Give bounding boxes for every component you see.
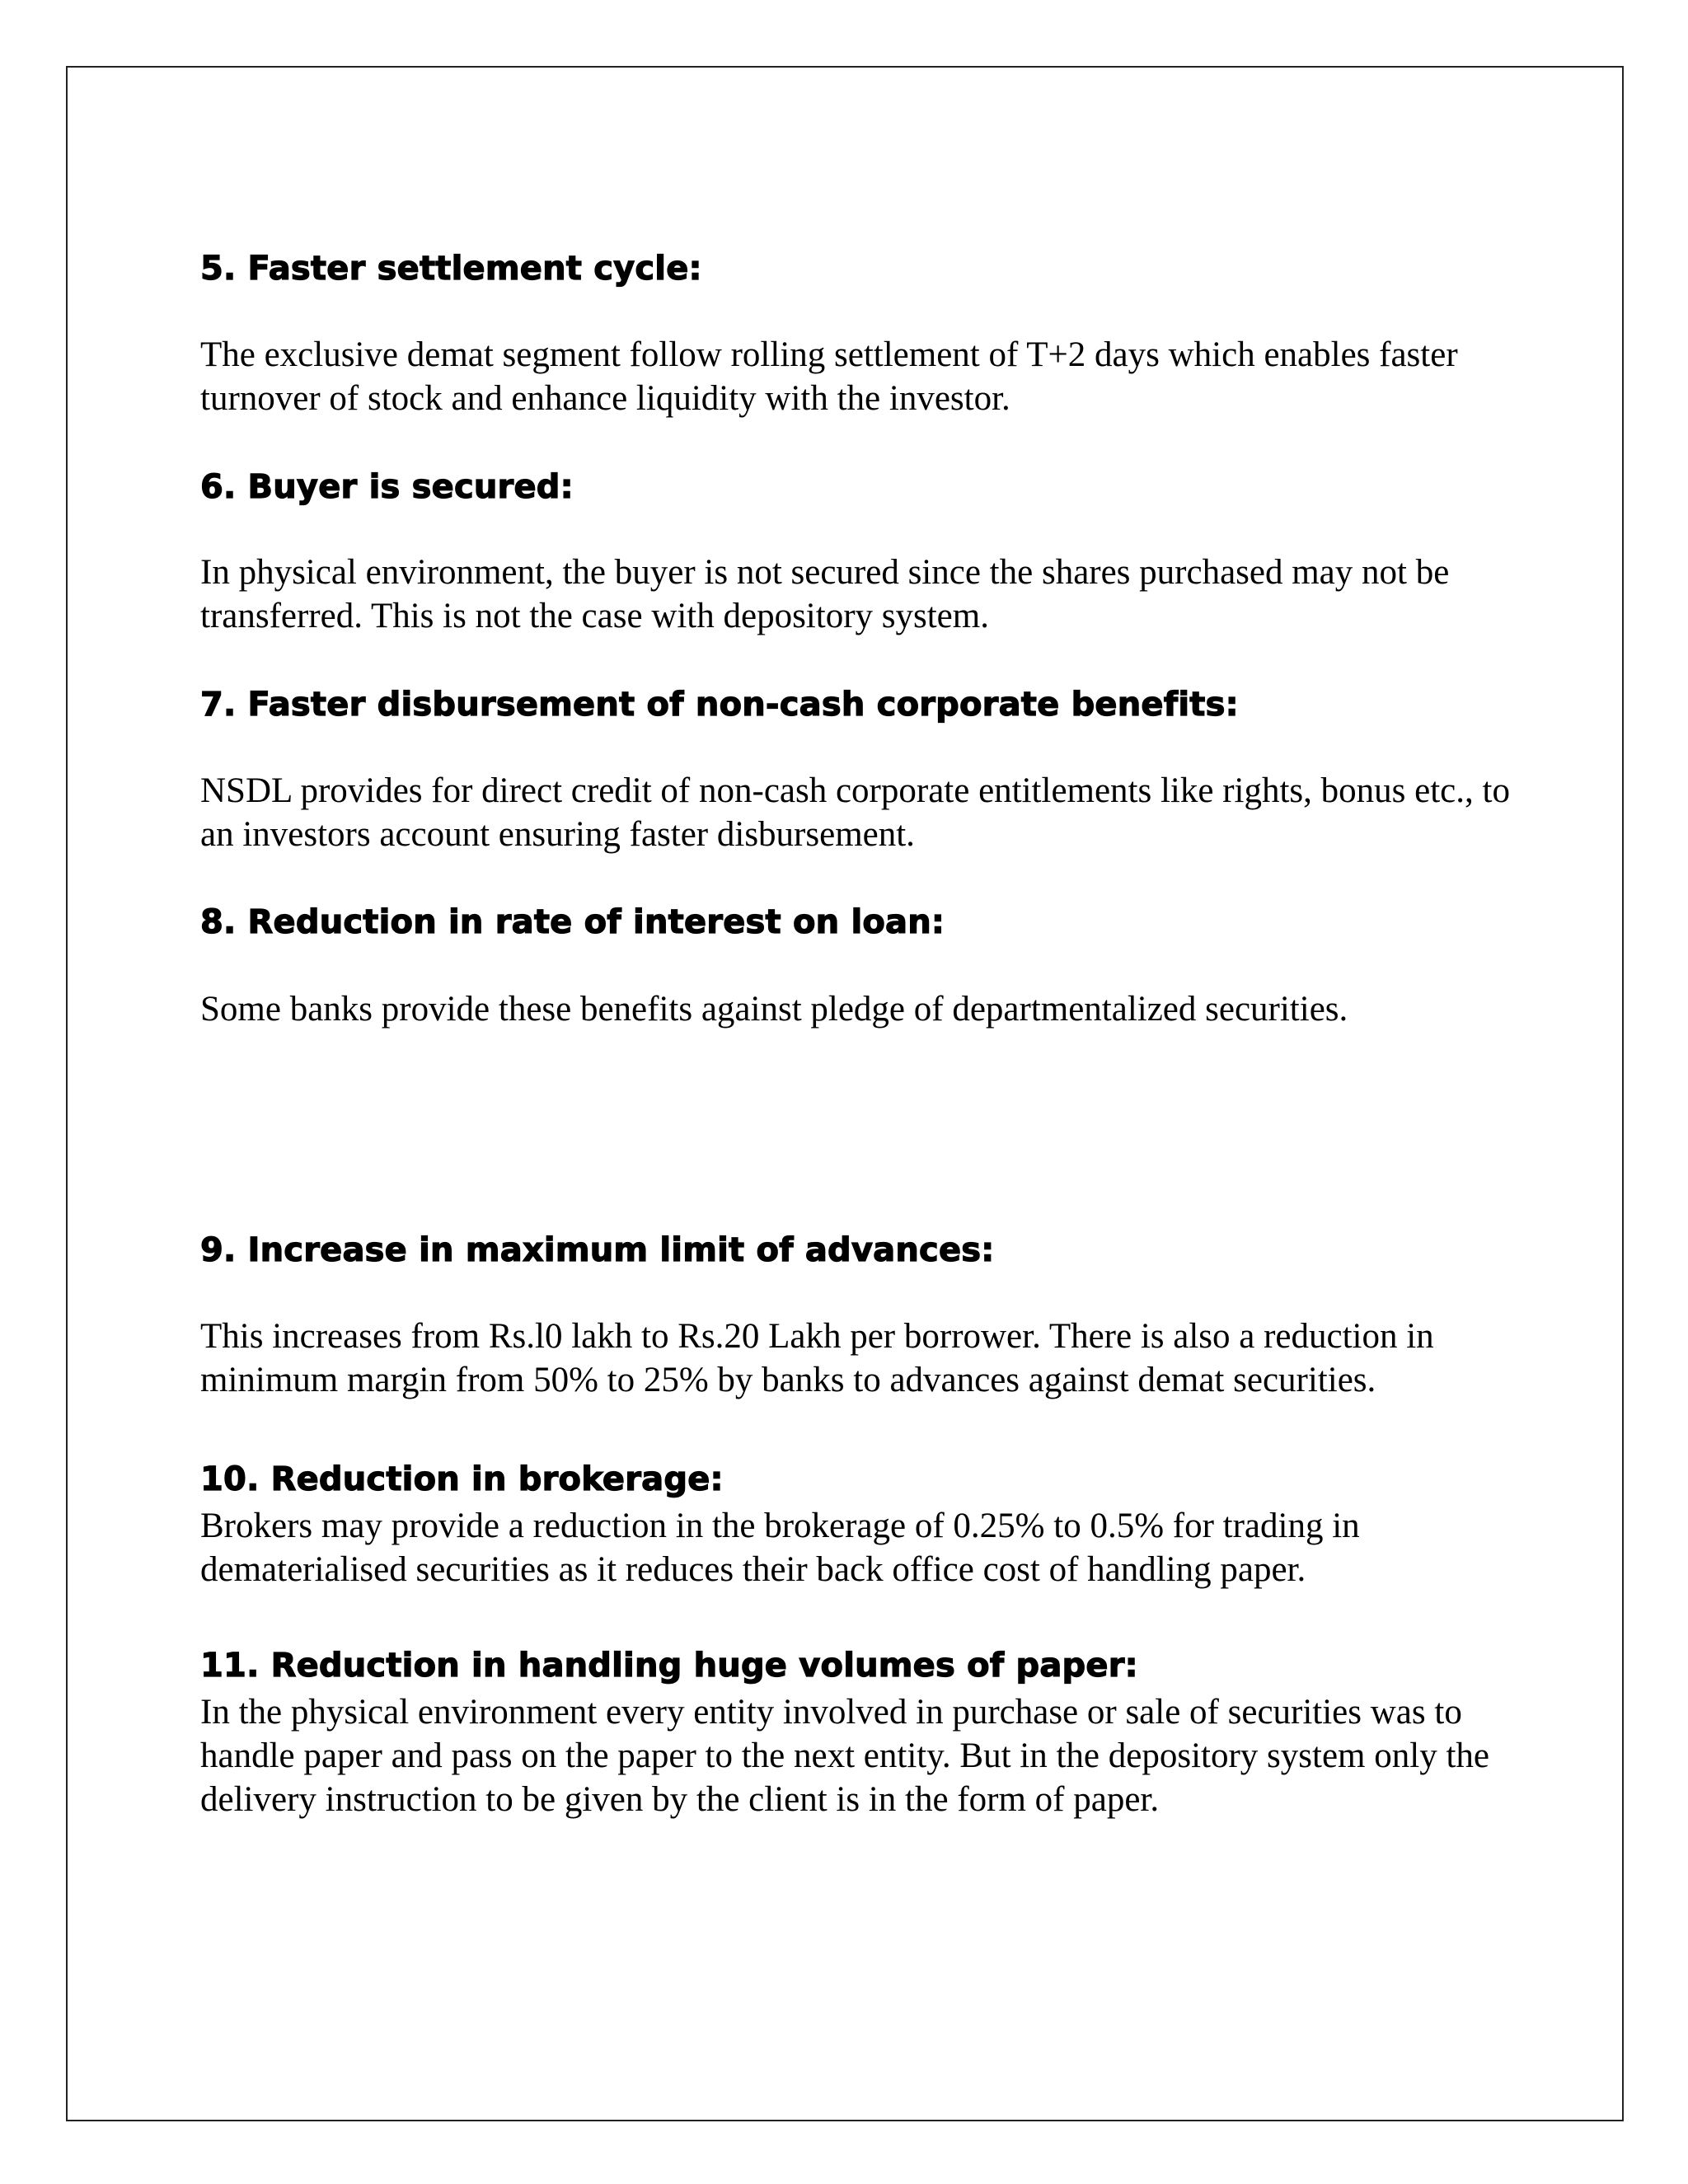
- section-8-body: Some banks provide these benefits against pledge of departmentalized securities.: [200, 990, 1348, 1029]
- section-10-heading: 10. Reduction in brokerage:: [200, 1460, 724, 1498]
- section-11-heading: 11. Reduction in handling huge volumes of paper:: [200, 1647, 1138, 1685]
- section-6-heading: 6. Buyer is secured:: [200, 468, 574, 506]
- section-10-body: Brokers may provide a reduction in the brokerage of 0.25% to 0.5% for trading in dematerialised securities as it reduces their back office cost of handling paper.: [200, 1507, 1360, 1589]
- section-7-heading: 7. Faster disbursement of non-cash corporate benefits:: [200, 686, 1239, 724]
- section-5-heading: 5. Faster settlement cycle:: [200, 250, 702, 288]
- section-9-body: This increases from Rs.l0 lakh to Rs.20 Lakh per borrower. There is also a reduction in minimum margin from 50% to 25% by banks to advances against demat securities.: [200, 1317, 1434, 1399]
- section-5-body: The exclusive demat segment follow rolling settlement of T+2 days which enables faster turnover of stock and enhance liquidity with the investor.: [200, 335, 1458, 418]
- section-8-heading: 8. Reduction in rate of interest on loan:: [200, 903, 945, 941]
- section-9-heading: 9. Increase in maximum limit of advances:: [200, 1231, 995, 1269]
- section-11-body: In the physical environment every entity involved in purchase or sale of securities was to handle paper and pass on the paper to the next entity. But in the depository system only the delivery instruction to be given by the client is in the form of paper.: [200, 1693, 1489, 1819]
- section-7-body: NSDL provides for direct credit of non-cash corporate entitlements like rights, bonus etc., to an investors account ensuring faster disbursement.: [200, 771, 1510, 854]
- section-6-body: In physical environment, the buyer is not secured since the shares purchased may not be transferred. This is not the case with depository system.: [200, 553, 1450, 635]
